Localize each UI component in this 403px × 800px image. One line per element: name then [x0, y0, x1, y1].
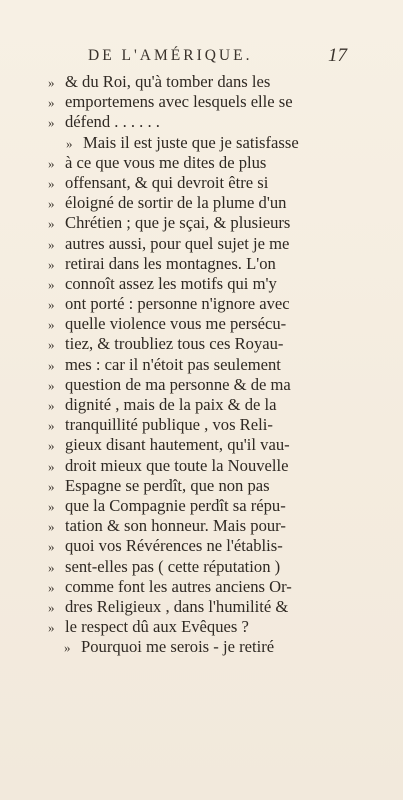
quotation-mark: » [48, 196, 55, 212]
text-line [48, 193, 366, 213]
text-line [48, 637, 366, 657]
text-line [48, 395, 366, 415]
quotation-mark: » [48, 175, 55, 191]
quotation-mark: » [48, 539, 55, 555]
quotation-mark: » [48, 155, 55, 171]
page-number: 17 [328, 45, 347, 66]
text-line [48, 375, 366, 395]
quotation-mark: » [48, 377, 55, 393]
quotation-mark: » [48, 418, 55, 434]
text-line [48, 577, 366, 597]
line-text: sent-elles pas ( cette réputation ) [65, 556, 281, 576]
line-text: Pourquoi me serois - je retiré [81, 637, 275, 657]
quotation-mark: » [48, 115, 55, 131]
text-line [48, 254, 366, 274]
quotation-mark: » [48, 438, 55, 454]
quotation-mark: » [48, 559, 55, 575]
text-line [48, 415, 366, 435]
line-text: ont porté : personne n'ignore avec [65, 294, 290, 314]
quotation-mark: » [48, 256, 55, 272]
text-line [48, 112, 366, 132]
text-line [48, 476, 366, 496]
quotation-mark: » [48, 498, 55, 514]
quotation-mark: » [48, 519, 55, 535]
line-text: autres aussi, pour quel sujet je me [65, 233, 290, 253]
line-text: question de ma personne & de ma [65, 374, 291, 394]
quotation-mark: » [48, 216, 55, 232]
text-line [48, 597, 366, 617]
line-text: dignité , mais de la paix & de la [65, 395, 277, 414]
text-line [48, 557, 366, 577]
line-text: Espagne se perdît, que non pas [65, 475, 270, 495]
running-head-title: DE L'AMÉRIQUE. [88, 47, 253, 64]
text-line [48, 536, 366, 556]
quotation-mark: » [48, 236, 55, 252]
quotation-mark: » [48, 579, 55, 595]
line-text: tation & son honneur. Mais pour- [65, 516, 286, 536]
text-line [48, 435, 366, 455]
line-text: & du Roi, qu'à tomber dans les [65, 72, 271, 91]
line-text: éloigné de sortir de la plume d'un [65, 193, 287, 213]
line-text: mes : car il n'étoit pas seulement [65, 354, 281, 374]
text-line [48, 133, 366, 153]
text-line [48, 334, 366, 354]
line-text: tranquillité publique , vos Reli- [65, 415, 273, 435]
quotation-mark: » [48, 599, 55, 615]
line-text: que la Compagnie perdît sa répu- [65, 495, 286, 515]
quotation-mark: » [66, 135, 73, 151]
quotation-mark: » [48, 357, 55, 373]
text-line [48, 234, 366, 254]
line-text: tiez, & troubliez tous ces Royau- [65, 334, 284, 354]
quotation-mark: » [64, 640, 71, 656]
text-line [48, 213, 366, 233]
line-text: comme font les autres anciens Or- [65, 576, 292, 596]
line-text: défend . . . . . . [65, 112, 160, 132]
quotation-mark: » [48, 478, 55, 494]
quotation-mark: » [48, 337, 55, 353]
line-text: gieux disant hautement, qu'il vau- [65, 435, 290, 455]
line-text: retirai dans les montagnes. L'on [65, 253, 276, 273]
text-line [48, 456, 366, 476]
line-text: Mais il est juste que je satisfasse [83, 132, 299, 152]
line-text: emportemens avec lesquels elle se [65, 92, 293, 112]
text-line [48, 314, 366, 334]
quotation-mark: » [48, 317, 55, 333]
line-text: à ce que vous me dites de plus [65, 152, 267, 172]
text-line [48, 173, 366, 193]
line-text: droit mieux que toute la Nouvelle [65, 455, 289, 475]
line-text: offensant, & qui devroit être si [65, 172, 269, 192]
line-text: le respect dû aux Evêques ? [65, 617, 249, 637]
text-line [48, 496, 366, 516]
body-text [48, 72, 366, 657]
line-text: connoît assez les motifs qui m'y [65, 273, 277, 293]
quotation-mark: » [48, 276, 55, 292]
quotation-mark: » [48, 458, 55, 474]
text-line [48, 355, 366, 375]
line-text: dres Religieux , dans l'humilité & [65, 596, 289, 616]
line-text: quelle violence vous me persécu- [65, 314, 287, 334]
quotation-mark: » [48, 75, 55, 90]
text-line [48, 516, 366, 536]
text-line [48, 92, 366, 112]
text-line [48, 617, 366, 637]
quotation-mark: » [48, 398, 55, 413]
text-line [48, 294, 366, 314]
line-text: Chrétien ; que je sçai, & plusieurs [65, 213, 291, 233]
text-line [48, 153, 366, 173]
text-line [48, 72, 366, 92]
text-line [48, 274, 366, 294]
running-head [0, 47, 403, 73]
quotation-mark: » [48, 95, 55, 111]
line-text: quoi vos Révérences ne l'établis- [65, 536, 283, 556]
quotation-mark: » [48, 297, 55, 313]
quotation-mark: » [48, 620, 55, 636]
